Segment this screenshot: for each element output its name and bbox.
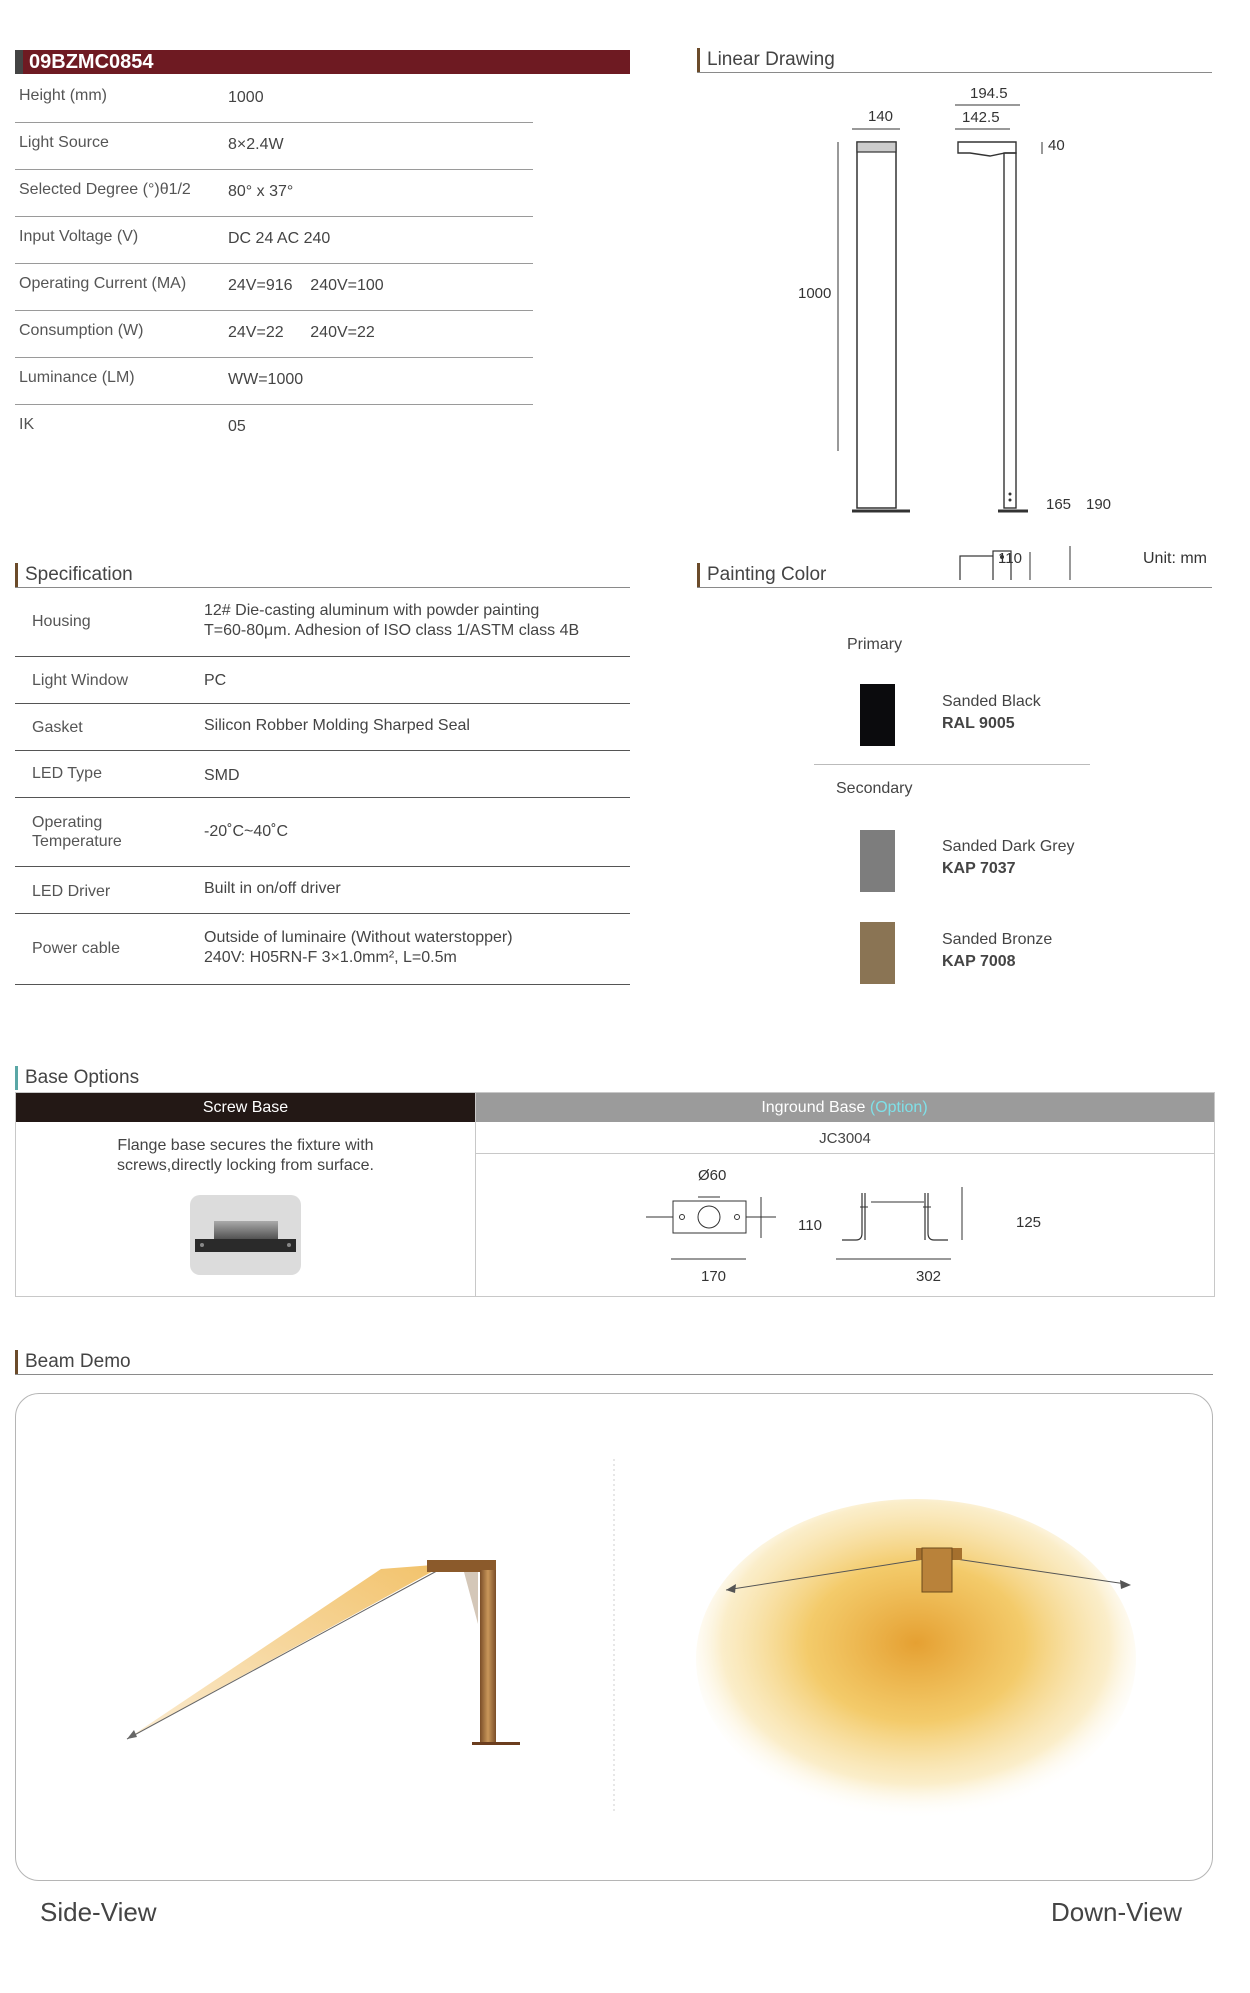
secondary-label: Secondary [836, 780, 913, 797]
product-header [15, 50, 630, 74]
specification-title [15, 563, 133, 587]
dim-h2: 125 [1016, 1214, 1042, 1231]
color-code: RAL 9005 [942, 715, 1015, 732]
param-key: Selected Degree (°)θ1/2 [19, 181, 191, 198]
section-bar [15, 563, 18, 587]
spec-key: Power cable [32, 940, 121, 957]
screw-base-thumbnail [190, 1195, 301, 1275]
param-value: 1000 [228, 89, 264, 106]
inground-model: JC3004 [819, 1130, 871, 1147]
param-key: Operating Current (MA) [19, 275, 187, 292]
screw-base-flange [195, 1239, 296, 1252]
param-value: 80° x 37° [228, 183, 294, 200]
front-view-body [857, 142, 896, 508]
inground-center-hole [698, 1206, 720, 1228]
spec-key-line1: Operating [32, 814, 103, 831]
spec-value-line1: Outside of luminaire (Without waterstopper) [204, 929, 513, 946]
param-value: WW=1000 [228, 371, 304, 388]
param-row [15, 122, 533, 170]
param-key: Luminance (LM) [19, 369, 135, 386]
spec-row [15, 657, 630, 704]
inground-option-tag: (Option) [869, 1099, 928, 1116]
spec-key: Gasket [32, 719, 83, 736]
side-beam-edge [127, 1566, 446, 1739]
dim-h1: 110 [798, 1217, 822, 1234]
spec-row [15, 588, 630, 657]
section-bar [15, 1066, 18, 1090]
spec-value-line2: 240V: H05RN-F 3×1.0mm², L=0.5m [204, 949, 457, 966]
color-divider [814, 764, 1090, 765]
screw-desc-line2: screws,directly locking from surface. [117, 1157, 374, 1174]
side-view-body [1004, 153, 1016, 508]
color-name: Sanded Black [942, 693, 1041, 710]
param-key: Consumption (W) [19, 322, 144, 339]
param-key: IK [19, 416, 35, 433]
section-rule [697, 72, 1212, 73]
inground-base-header [475, 1093, 1214, 1122]
anchor-right-hook [928, 1193, 948, 1240]
spec-key: Light Window [32, 672, 129, 689]
dim-w2: 302 [916, 1268, 942, 1285]
screw-base-header: Screw Base [16, 1093, 475, 1122]
dim-head-height: 40 [1048, 137, 1065, 154]
param-row [15, 357, 533, 405]
dim-w1: 170 [701, 1268, 727, 1285]
down-beam [696, 1499, 1136, 1819]
inground-header-text: Inground Base [761, 1099, 866, 1116]
param-value: 05 [228, 418, 246, 435]
spec-value-line1: 12# Die-casting aluminum with powder painting [204, 602, 540, 619]
param-row [15, 75, 533, 123]
section-title-text: Beam Demo [25, 1351, 131, 1372]
spec-value-line2: T=60-80μm. Adhesion of ISO class 1/ASTM class 4B [204, 622, 580, 639]
spec-row [15, 751, 630, 798]
spec-value-line1: PC [204, 672, 227, 689]
screw-desc-line1: Flange base secures the fixture with [117, 1137, 374, 1154]
param-value: 8×2.4W [228, 136, 284, 153]
side-view-label: Side-View [40, 1897, 157, 1927]
spec-row [15, 798, 630, 867]
column-divider [475, 1093, 476, 1296]
inground-bolt [735, 1215, 740, 1220]
screw-base-image [190, 1195, 301, 1275]
primary-label: Primary [847, 636, 903, 653]
dim-base-depth2: 190 [1086, 496, 1112, 513]
spec-row [15, 914, 630, 985]
color-swatch-grey [860, 830, 895, 892]
dim-top-width: 194.5 [970, 85, 1008, 102]
anchor-left-hook [842, 1193, 862, 1240]
spec-key: LED Driver [32, 883, 111, 900]
dim-side-width: 142.5 [962, 109, 1000, 126]
section-title-text: Painting Color [707, 564, 827, 585]
section-rule [697, 587, 1212, 588]
section-title-text: Specification [25, 564, 133, 585]
section-title-text: Base Options [25, 1067, 140, 1088]
inground-bolt [680, 1215, 685, 1220]
spec-value-line1: Silicon Robber Molding Sharped Seal [204, 717, 470, 734]
side-luminaire-pole [480, 1570, 496, 1743]
beam-demo-panel [15, 1393, 1213, 1881]
spec-row [15, 867, 630, 914]
spec-value-line1: Built in on/off driver [204, 880, 341, 897]
section-bar [697, 563, 700, 587]
color-swatch-black [860, 684, 895, 746]
param-key: Height (mm) [19, 87, 108, 104]
base-options-title [15, 1066, 139, 1090]
section-rule [15, 1374, 1213, 1375]
color-code: KAP 7037 [942, 860, 1016, 877]
spec-value-line1: -20˚C~40˚C [204, 823, 289, 840]
front-view-head [857, 142, 896, 152]
side-luminaire-base [472, 1742, 520, 1745]
spec-key: LED Type [32, 765, 102, 782]
base-options-table [15, 1092, 1215, 1297]
param-row [15, 263, 533, 311]
dim-total-height: 1000 [798, 285, 832, 302]
side-view-screw [1009, 499, 1012, 502]
section-bar [15, 1350, 18, 1374]
down-luminaire-body [922, 1548, 952, 1592]
section-title-text: Linear Drawing [707, 49, 835, 70]
spec-key-line2: Temperature [32, 833, 122, 850]
side-view-screw [1009, 493, 1012, 496]
linear-drawing [780, 80, 1220, 580]
dim-hole: Ø60 [698, 1167, 727, 1184]
param-row [15, 310, 533, 358]
side-view-head [958, 142, 1016, 156]
spec-value-line1: SMD [204, 767, 240, 784]
color-name: Sanded Dark Grey [942, 838, 1075, 855]
down-arrow-right [1120, 1580, 1131, 1589]
painting-color-title [697, 563, 826, 587]
color-swatch-bronze [860, 922, 895, 984]
param-key: Input Voltage (V) [19, 228, 139, 245]
down-view-label: Down-View [1051, 1897, 1183, 1927]
color-name: Sanded Bronze [942, 931, 1053, 948]
beam-demo-title [15, 1350, 131, 1374]
dim-base-depth1: 165 [1046, 496, 1072, 513]
spec-key: Housing [32, 613, 91, 630]
side-luminaire-window [464, 1572, 478, 1624]
param-row [15, 169, 533, 217]
color-code: KAP 7008 [942, 953, 1016, 970]
product-code: 09BZMC0854 [29, 51, 154, 73]
beam-demo-illustration [16, 1394, 1212, 1880]
header-lead-bar [15, 50, 23, 74]
param-key: Light Source [19, 134, 109, 151]
linear-drawing-title [697, 48, 835, 72]
param-value: 24V=916 240V=100 [228, 277, 384, 294]
param-row [15, 216, 533, 264]
param-value: DC 24 AC 240 [228, 230, 331, 247]
spec-row [15, 704, 630, 751]
side-beam-arrow [127, 1730, 137, 1739]
param-value: 24V=22 240V=22 [228, 324, 375, 341]
model-divider [476, 1153, 1214, 1154]
screw-base-description [16, 1136, 475, 1176]
dim-front-width: 140 [868, 108, 894, 125]
screw-hole [200, 1243, 204, 1247]
section-bar [697, 48, 700, 72]
unit-label: Unit: mm [1143, 550, 1207, 567]
param-row [15, 404, 533, 451]
dim-base-width: 110 [998, 550, 1022, 567]
screw-hole [287, 1243, 291, 1247]
